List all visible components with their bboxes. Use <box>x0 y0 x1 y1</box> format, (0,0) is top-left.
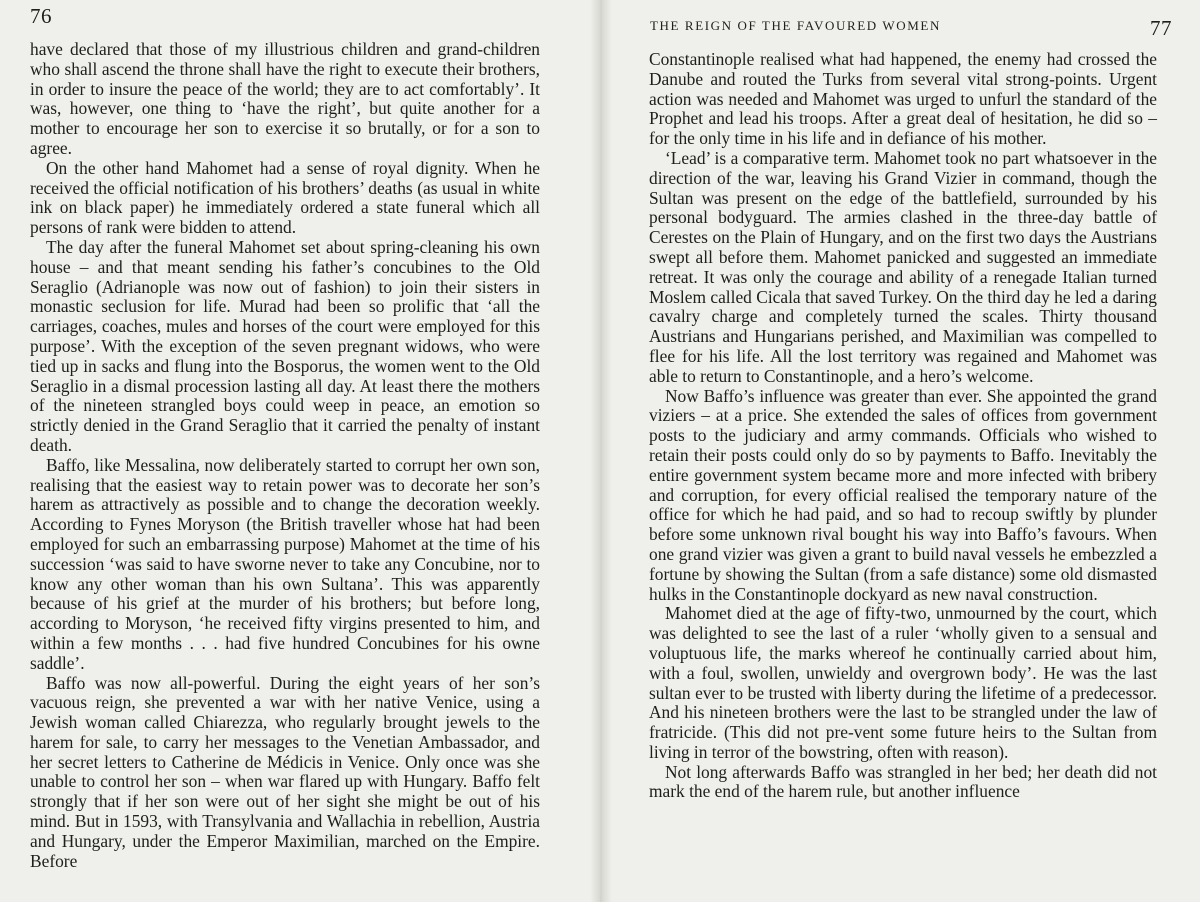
paragraph: have declared that those of my illustrious children and grand-children who shall ascend the throne shall have the right to execute their brothers, in order to insure the peace of the world; they are to act comfortably’. It was, however, one thing to ‘have the right’, but quite another for a mother to encourage her son to exercise it so brutally, or for a son to agree. <box>30 39 540 158</box>
paragraph: Now Baffo’s influence was greater than ever. She appointed the grand viziers – at a price. She extended the sales of offices from government posts to the judiciary and army commands. Officials who wished to retain their posts could only do so by payments to Baffo. Inevitably the entire government system became more and more infected with bribery and corruption, for every official realised the temporary nature of the office for which he had paid, and so had to recoup swiftly by plunder before some unknown rival bought his way into Baffo’s favours. When one grand vizier was given a grant to build naval vessels he embezzled a fortune by showing the Sultan (from a safe distance) some old dismasted hulks in the Constantinople dockyard as new naval construction. <box>649 385 1157 604</box>
paragraph: Baffo was now all-powerful. During the eight years of her son’s vacuous reign, she prevented a war with her native Venice, using a Jewish woman called Chiarezza, who regularly brought jewels to the harem for sale, to carry her messages to the Venetian Ambassador, and her secret letters to Catherine de Médicis in Venice. Only once was she unable to control her son – when war flared up with Hungary. Baffo felt strongly that if her son were out of her sight she might be out of his mind. But in 1593, with Transylvania and Wallachia in rebellion, Austria and Hungary, under the Emperor Maximilian, marched on the Empire. Before <box>30 672 540 871</box>
paragraph: The day after the funeral Mahomet set about spring-cleaning his own house – and that meant sending his father’s concubines to the Old Seraglio (Adrianople was now out of fashion) to join their sisters in monastic seclusion for life. Murad had been so prolific that ‘all the carriages, coaches, mules and horses of the court were employed for this purpose’. With the exception of the seven pregnant widows, who were tied up in sacks and flung into the Bosporus, the women went to the Old Seraglio in a dismal procession lasting all day. At least there the mothers of the nineteen strangled boys could weep in peace, an emotion so strictly denied in the Grand Seraglio that it carried the penalty of instant death. <box>30 236 540 455</box>
page-number-right: 77 <box>1150 16 1172 40</box>
paragraph: On the other hand Mahomet had a sense of royal dignity. When he received the official notification of his brothers’ deaths (as usual in white ink on black paper) he immediately ordered a state funeral which all persons of rank were bidden to attend. <box>30 157 540 238</box>
page-number-left: 76 <box>30 4 52 28</box>
running-head: THE REIGN OF THE FAVOURED WOMEN <box>650 18 941 33</box>
right-page-text <box>649 50 1157 802</box>
left-page <box>0 0 598 902</box>
book-gutter <box>590 0 612 902</box>
paragraph: Mahomet died at the age of fifty-two, unmourned by the court, which was delighted to see the last of a ruler ‘wholly given to a sensual and voluptuous life, the marks whereof he continually carried about him, with a foul, swollen, unwieldy and overgrown body’. He was the last sultan ever to be trusted with liberty during the lifetime of a predecessor. And his nineteen brothers were the last to be strangled under the law of fratricide. (This did not pre-vent some future heirs to the Sultan from living in terror of the bowstring, often with reason). <box>649 603 1157 762</box>
right-page <box>600 0 1200 902</box>
paragraph: Constantinople realised what had happened, the enemy had crossed the Danube and routed the Turks from several vital strong-points. Urgent action was needed and Mahomet was urged to unfurl the standard of the Prophet and lead his troops. After a great deal of hesitation, he did so – for the only time in his life and in defiance of his mother. <box>649 49 1157 149</box>
paragraph: Not long afterwards Baffo was strangled in her bed; her death did not mark the end of the harem rule, but another influence <box>649 761 1157 802</box>
left-page-text <box>30 40 540 871</box>
paragraph: ‘Lead’ is a comparative term. Mahomet took no part whatsoever in the direction of the war, leaving his Grand Vizier in command, though the Sultan was present on the edge of the battlefield, surrounded by his personal bodyguard. The armies clashed in the three-day battle of Cerestes on the Plain of Hungary, and on the first two days the Austrians swept all before them. Mahomet panicked and suggested an immediate retreat. It was only the courage and ability of a renegade Italian turned Moslem called Cicala that saved Turkey. On the third day he led a daring cavalry charge and completely turned the scales. Thirty thousand Austrians and Hungarians perished, and Maximilian was compelled to flee for his life. All the lost territory was regained and Mahomet was able to return to Constantinople, and a hero’s welcome. <box>649 147 1157 386</box>
paragraph: Baffo, like Messalina, now deliberately started to corrupt her own son, realising that the easiest way to retain power was to decorate her son’s harem as attractively as possible and to change the decoration weekly. According to Fynes Moryson (the British traveller whose hat had been employed for such an embarrassing purpose) Mahomet at the time of his succession ‘was said to have sworne never to take any Concubine, nor to know any other woman than his own Sultana’. This was apparently because of his grief at the murder of his brothers; but before long, according to Moryson, ‘he received fifty virgins presented to him, and within a few months . . . had five hundred Concubines for his owne saddle’. <box>30 454 540 673</box>
